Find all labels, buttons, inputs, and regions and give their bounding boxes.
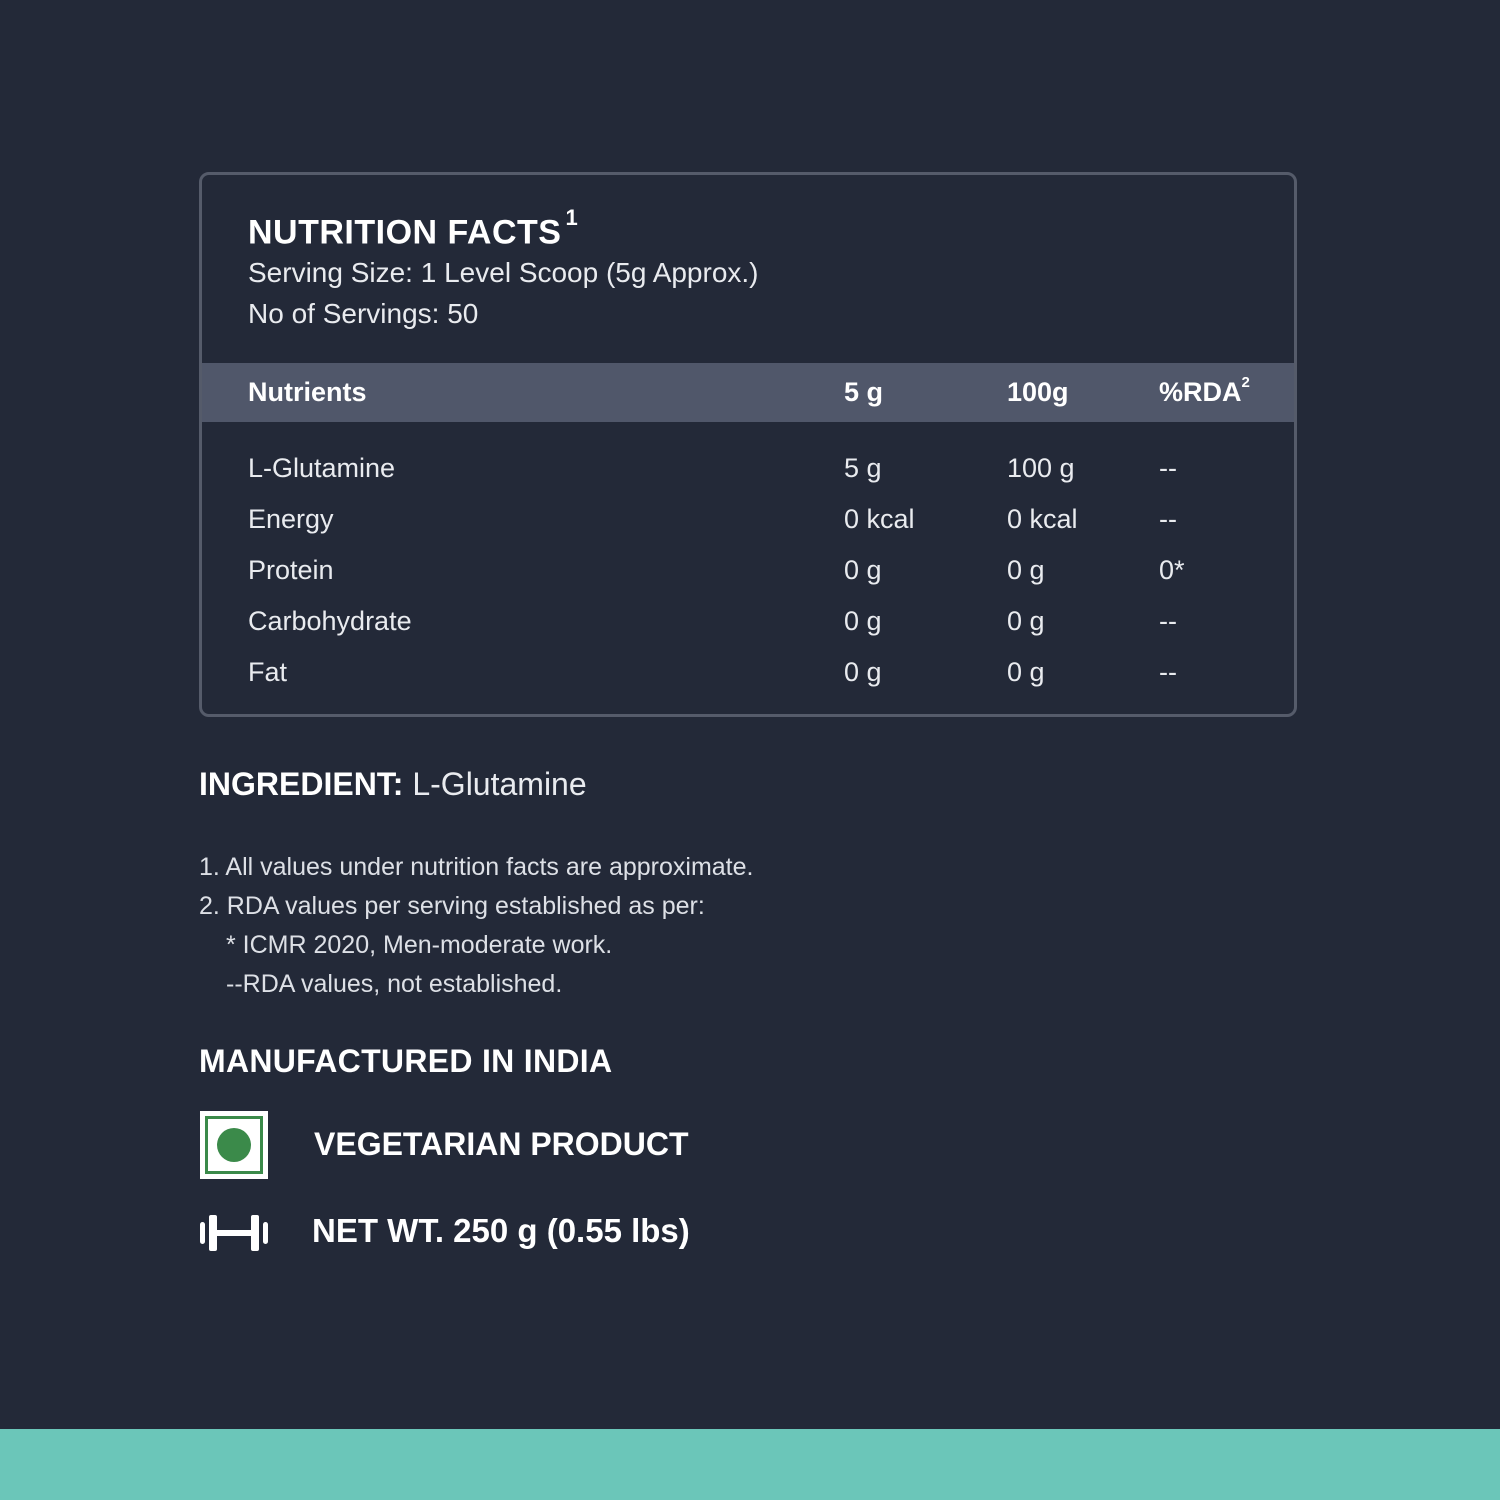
weight-icon <box>199 1214 269 1252</box>
nutrient-rda: -- <box>1159 606 1177 636</box>
ingredient-line <box>199 766 587 803</box>
nutrient-rda: -- <box>1159 453 1177 483</box>
net-weight: NET WT. 250 g (0.55 lbs) <box>312 1212 690 1249</box>
nutrition-table-header <box>202 363 1294 422</box>
nutrient-name: Carbohydrate <box>248 606 412 636</box>
veg-mark-border <box>205 1116 263 1174</box>
nutrient-name: Energy <box>248 504 334 534</box>
bottom-accent-band <box>0 1429 1500 1500</box>
nutrition-facts-title <box>248 205 579 252</box>
footnotes <box>199 848 753 1004</box>
nutrient-name: Fat <box>248 657 288 687</box>
header-per-5g: 5 g <box>844 377 884 407</box>
nutrient-per-5g: 0 g <box>844 606 882 636</box>
nutrient-per-100g: 0 kcal <box>1007 504 1078 534</box>
nutrient-name: Protein <box>248 555 334 585</box>
nutrition-facts-footnote-marker: 1 <box>565 205 579 230</box>
manufactured-in: MANUFACTURED IN INDIA <box>199 1043 613 1079</box>
footnote-icmr: * ICMR 2020, Men-moderate work. <box>226 931 613 959</box>
nutrient-rda: -- <box>1159 504 1177 534</box>
table-row <box>202 555 1294 606</box>
nutrition-table-body <box>202 453 1294 708</box>
header-rda-text: %RDA <box>1159 377 1242 407</box>
servings-count: No of Servings: 50 <box>248 298 479 329</box>
header-rda <box>1159 374 1250 408</box>
nutrition-facts-title-text: NUTRITION FACTS <box>248 213 562 252</box>
serving-size: Serving Size: 1 Level Scoop (5g Approx.) <box>248 257 759 288</box>
nutrition-facts-panel <box>199 172 1297 717</box>
nutrient-rda: -- <box>1159 657 1177 687</box>
footnote-1: 1. All values under nutrition facts are approximate. <box>199 853 754 881</box>
veg-mark-dot <box>217 1128 251 1162</box>
nutrient-name: L-Glutamine <box>248 453 396 483</box>
nutrient-per-5g: 0 g <box>844 657 882 687</box>
nutrient-per-100g: 100 g <box>1007 453 1075 483</box>
ingredient-value: L-Glutamine <box>403 766 587 802</box>
nutrient-per-5g: 0 kcal <box>844 504 915 534</box>
nutrient-per-100g: 0 g <box>1007 606 1045 636</box>
ingredient-label: INGREDIENT: <box>199 766 404 802</box>
table-row <box>202 657 1294 708</box>
header-per-100g: 100g <box>1007 377 1069 407</box>
header-rda-footnote-marker: 2 <box>1241 374 1250 391</box>
table-row <box>202 453 1294 504</box>
veg-mark-icon <box>200 1111 268 1179</box>
footnote-2: 2. RDA values per serving established as per: <box>199 892 705 920</box>
vegetarian-label: VEGETARIAN PRODUCT <box>314 1126 689 1162</box>
header-nutrients: Nutrients <box>248 377 367 407</box>
nutrient-per-100g: 0 g <box>1007 657 1045 687</box>
nutrient-per-5g: 0 g <box>844 555 882 585</box>
table-row <box>202 606 1294 657</box>
table-row <box>202 504 1294 555</box>
nutrient-rda: 0* <box>1159 555 1185 585</box>
nutrient-per-100g: 0 g <box>1007 555 1045 585</box>
footnote-not-established: --RDA values, not established. <box>226 970 563 998</box>
nutrient-per-5g: 5 g <box>844 453 882 483</box>
